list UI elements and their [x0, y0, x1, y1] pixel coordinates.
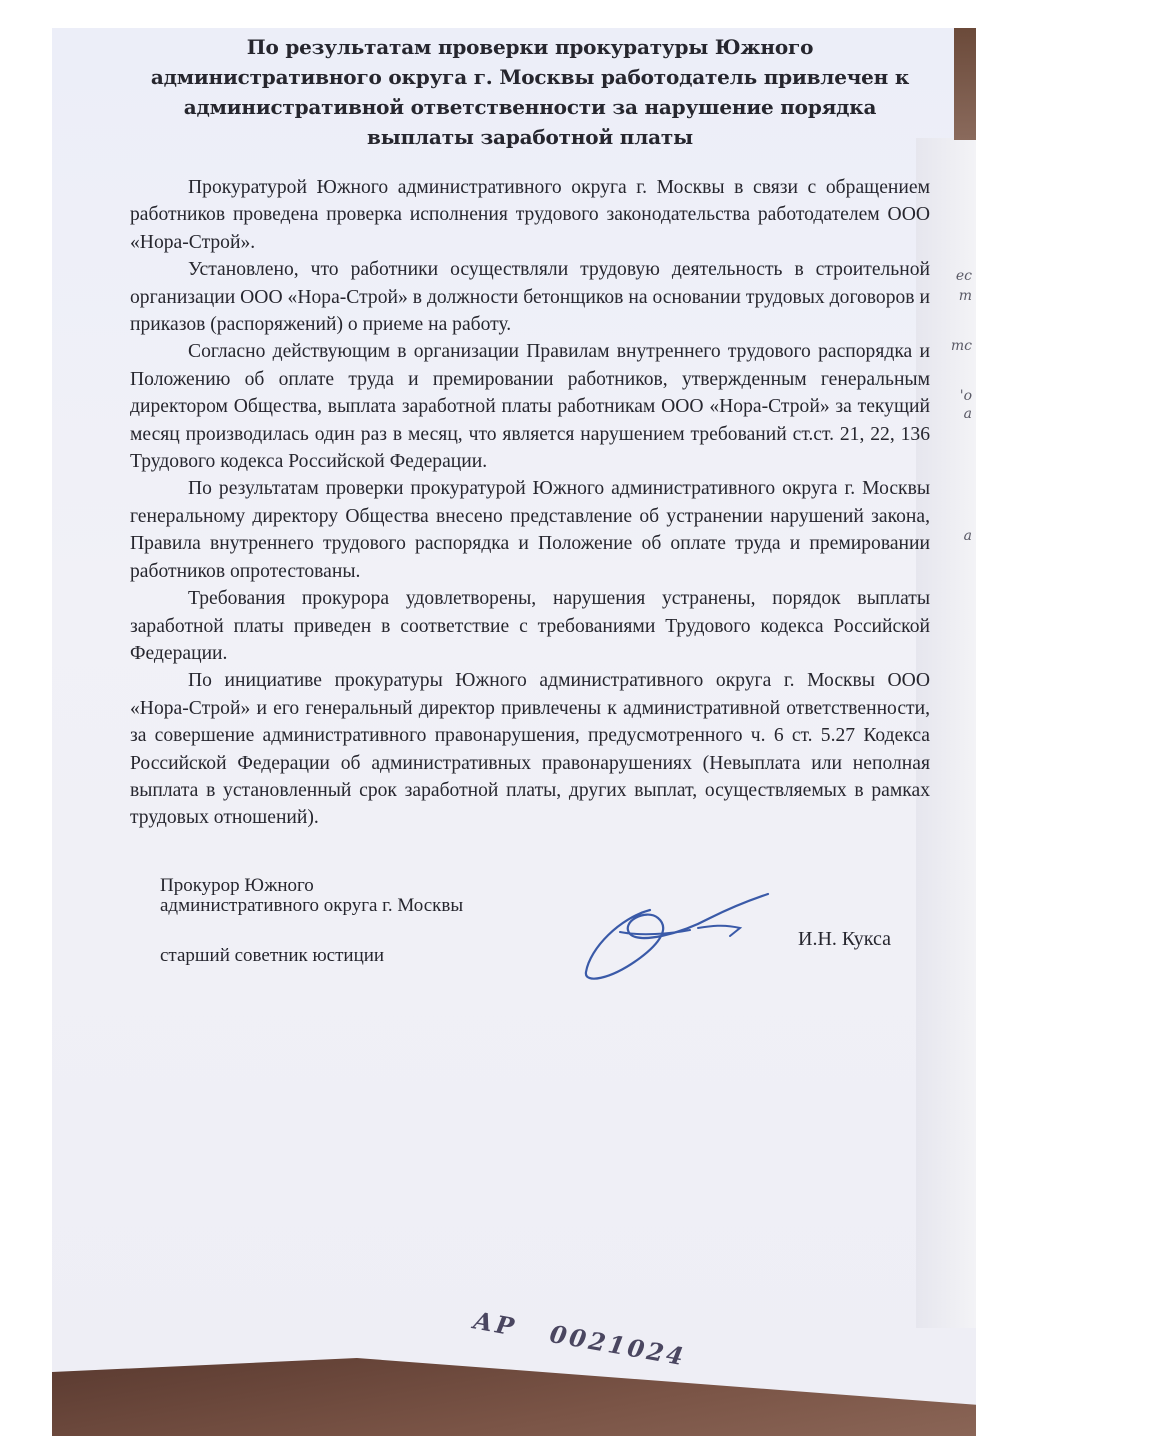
paper-sheet — [52, 28, 976, 1436]
paragraph: Согласно действующим в организации Правилам внутреннего трудового распорядка и Положению об оплате труда и премировании работников, утвержденным генеральным директором Общества, выплата заработной платы работникам ООО «Нора-Строй» за текущий месяц производилась один раз в месяц, что является нарушением требований ст.ст. 21, 22, 136 Трудового кодекса Российской Федерации. — [130, 341, 930, 473]
paragraph: Прокуратурой Южного административного округа г. Москвы в связи с обращением работников проведена проверка исполнения трудового законодательства работодателем ООО «Нора-Строй». — [130, 177, 930, 253]
signer-position-line2: административного округа г. Москвы — [160, 894, 464, 916]
paragraph: Требования прокурора удовлетворены, нарушения устранены, порядок выплаты заработной платы приведен в соответствие с требованиями Трудового кодекса Российской Федерации. — [130, 588, 930, 664]
back-sheet-mark: ес — [955, 268, 972, 284]
back-sheet-mark: т — [958, 288, 972, 304]
background-strip — [954, 28, 976, 140]
signature-block — [130, 872, 930, 992]
document-serial-stamp: АР 0021024 — [471, 1305, 689, 1372]
back-sheet-mark: а — [963, 528, 972, 544]
handwritten-signature — [580, 888, 780, 988]
signer-rank: старший советник юстиции — [160, 944, 385, 966]
background-table-edge — [52, 1358, 976, 1436]
paragraph: По результатам проверки прокуратурой Южного административного округа г. Москвы генеральному директору Общества внесено представление об устранении нарушений закона, Правила внутреннего трудового распорядка и Положение об оплате труда и премировании работников опротестованы. — [130, 478, 930, 582]
signer-position-line1: Прокурор Южного — [160, 874, 314, 896]
paragraph: Установлено, что работники осуществляли трудовую деятельность в строительной организации ООО «Нора-Строй» в должности бетонщиков на основании трудовых договоров и приказов (распоряжений) о приеме на работу. — [130, 259, 930, 336]
document-body — [130, 174, 930, 832]
back-sheet-mark: а — [963, 406, 972, 422]
paragraph: По инициативе прокуратуры Южного административного округа г. Москвы ООО «Нора-Строй» и его генеральный директор привлечены к административной ответственности, за совершение административного правонарушения, предусмотренного ч. 6 ст. 5.27 Кодекса Российской Федерации об административных правонарушениях (Невыплата или неполная выплата в установленный срок заработной платы, других выплат, осуществляемых в рамках трудовых отношений). — [130, 670, 930, 829]
back-sheet-mark: 'о — [959, 388, 972, 404]
back-sheet-mark: тс — [950, 338, 972, 354]
signer-name: И.Н. Кукса — [798, 927, 891, 950]
document-page — [130, 28, 930, 992]
document-title: По результатам проверки прокуратуры Южного административного округа г. Москвы работодатель привлечен к административной ответственности за нарушение порядка выплаты заработной платы — [150, 35, 910, 149]
